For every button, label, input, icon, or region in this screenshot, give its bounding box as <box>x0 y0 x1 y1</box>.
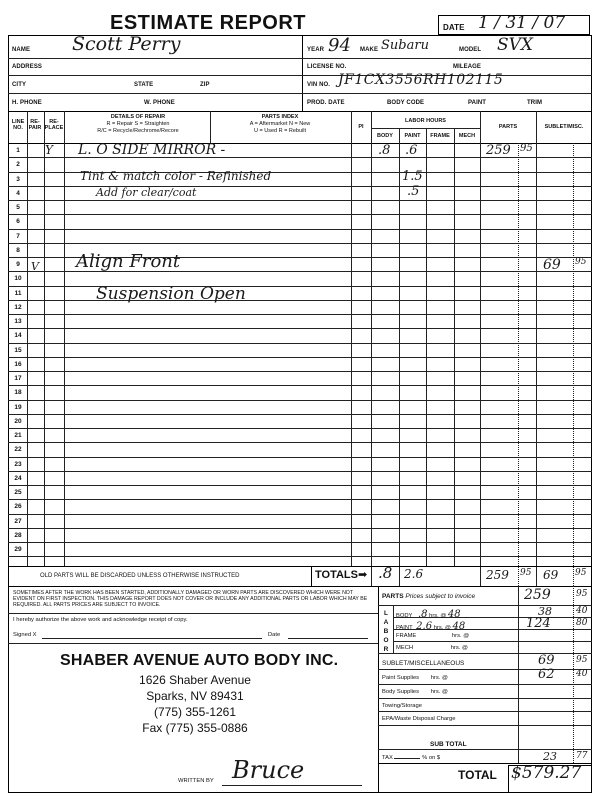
line-11-detail[interactable]: Suspension Open <box>96 284 246 304</box>
summary-parts-cents[interactable]: 95 <box>576 589 588 599</box>
line-number: 13 <box>14 318 22 325</box>
line-3-paint-hours[interactable]: 1.5 <box>402 169 423 184</box>
line-number: 2 <box>16 161 20 169</box>
address-label: ADDRESS <box>12 64 43 70</box>
summary-parts-value[interactable]: 259 <box>524 587 551 603</box>
col-pi: PI <box>358 124 364 130</box>
summary-paint-hrs-at: hrs. @ <box>433 625 451 631</box>
col-details-title: DETAILS OF REPAIR <box>110 114 166 120</box>
col-line-no: LINE NO. <box>11 119 25 131</box>
line-number: 6 <box>16 218 20 226</box>
grid-row-line <box>8 200 592 201</box>
labor-vertical-label <box>382 609 390 654</box>
grid-row-line <box>8 414 592 415</box>
line-number: 24 <box>14 474 22 482</box>
line-number: 22 <box>14 446 22 454</box>
summary-tax-value[interactable]: 23 <box>543 750 557 763</box>
line-9-repair-check[interactable]: V <box>31 260 39 273</box>
line-number: 27 <box>14 517 22 525</box>
summary-paint-supplies-label: Paint Supplies <box>382 675 420 681</box>
hphone-label: H. PHONE <box>12 100 42 106</box>
totals-parts[interactable]: 259 <box>486 568 509 582</box>
totals-sublet-cents[interactable]: 95 <box>575 568 587 578</box>
summary-frame-row <box>396 633 469 639</box>
grid-row-line <box>8 243 592 244</box>
col-body: BODY <box>377 133 393 139</box>
line-1-paint-hours[interactable]: .6 <box>405 143 418 158</box>
col-frame: FRAME <box>430 133 450 139</box>
name-value[interactable]: Scott Perry <box>72 33 181 55</box>
grid-row-line <box>8 457 592 458</box>
summary-body-label: BODY <box>396 613 413 619</box>
license-label: LICENSE NO. <box>307 64 347 70</box>
line-number: 14 <box>14 332 22 340</box>
summary-body-hrs[interactable]: .8 <box>417 609 428 620</box>
col-parts: PARTS <box>498 124 518 130</box>
make-label: MAKE <box>360 47 379 53</box>
col-details-legend-2: R/C = Recycle/Rechrome/Recore <box>97 128 179 134</box>
line-9-detail[interactable]: Align Front <box>76 251 181 272</box>
line-number: 29 <box>14 546 22 553</box>
grid-row-line <box>8 556 592 557</box>
line-number: 12 <box>14 303 22 311</box>
page-title: ESTIMATE REPORT <box>110 12 307 34</box>
col-mech: MECH <box>458 133 476 139</box>
grid-row-line <box>8 400 592 401</box>
grid-row-line <box>8 485 592 486</box>
col-parts-index-title: PARTS INDEX <box>261 114 299 120</box>
totals-arrow-icon: ➡ <box>358 569 368 581</box>
grid-row-line <box>8 343 592 344</box>
line-number: 9 <box>16 261 20 268</box>
line-number: 26 <box>14 503 22 511</box>
shop-city: Sparks, NV 89431 <box>146 689 244 703</box>
year-value[interactable]: 94 <box>328 35 351 56</box>
authorize-date-label: Date <box>268 632 281 638</box>
line-4-detail[interactable]: Add for clear/coat <box>96 186 197 199</box>
col-parts-index-legend-2: U = Used R = Rebuilt <box>254 128 306 134</box>
summary-paint-row <box>396 621 465 632</box>
col-details-legend-1: R = Repair S = Straighten <box>106 121 170 127</box>
line-1-detail[interactable]: L. O SIDE MIRROR - <box>78 142 226 158</box>
disclaimer-text: SOMETIMES AFTER THE WORK HAS BEEN STARTED, ADDITIONALLY DAMAGED OR WORN PARTS ARE DISCOVERED WHICH WERE NOT EVIDENT ON FIRST INSPECTION. THIS DAMAGE REPORT DOES NOT COVER OR INCLUDE ANY ADDITIONAL PARTS OR LABOR WHICH MAY BE REQUIRED. ALL PARTS PRICES ARE SUBJECT TO INVOICE. <box>13 590 368 609</box>
prod-date-label: PROD. DATE <box>307 100 345 106</box>
signed-label: Signed X <box>13 632 37 638</box>
labor-letter: R <box>383 646 389 653</box>
line-9-sublet-cents[interactable]: 95 <box>575 257 587 267</box>
authorize-text: I hereby authorize the above work and acknowledge receipt of copy. <box>13 617 188 623</box>
grid-row-line <box>8 499 592 500</box>
summary-paint-value[interactable]: 124 <box>526 616 551 631</box>
summary-total-value[interactable]: $579.27 <box>511 763 582 783</box>
summary-paint-supplies-cents[interactable]: 40 <box>576 669 588 679</box>
shop-name: SHABER AVENUE AUTO BODY INC. <box>60 652 339 669</box>
summary-frame-label: FRAME <box>396 633 417 639</box>
line-number: 5 <box>16 204 20 211</box>
summary-frame-hrs-at: hrs. @ <box>451 633 470 639</box>
line-number: 23 <box>14 460 22 468</box>
labor-letter: B <box>383 628 389 635</box>
col-labor-hours: LABOR HOURS <box>405 118 446 124</box>
grid-row-line <box>8 528 592 529</box>
summary-body-cents[interactable]: 40 <box>576 606 588 616</box>
model-value[interactable]: SVX <box>497 35 534 55</box>
summary-parts-note: Prices subject to invoice <box>405 593 476 600</box>
state-label: STATE <box>134 82 154 88</box>
make-value[interactable]: Subaru <box>381 38 429 53</box>
line-3-detail[interactable]: Tint & match color - Refinished <box>80 169 272 183</box>
line-number: 4 <box>16 189 20 197</box>
line-1-parts[interactable]: 259 <box>486 143 511 158</box>
grid-row-line <box>8 314 592 315</box>
summary-total-label: TOTAL <box>458 768 497 782</box>
summary-body-supplies-hrs-at: hrs. @ <box>430 689 448 695</box>
col-repair: RE- PAIR <box>28 119 42 131</box>
wphone-label: W. PHONE <box>144 100 175 106</box>
old-parts-note: OLD PARTS WILL BE DISCARDED UNLESS OTHERWISE INSTRUCTED <box>40 573 240 579</box>
totals-paint[interactable]: 2.6 <box>404 567 424 581</box>
grid-row-line <box>8 471 592 472</box>
summary-paint-supplies-hrs-at: hrs. @ <box>430 675 448 681</box>
shop-phone: (775) 355-1261 <box>153 705 237 719</box>
summary-paint-label: PAINT <box>396 625 413 631</box>
labor-letters <box>382 609 390 654</box>
summary-body-hrs-at: hrs. @ <box>429 613 447 619</box>
summary-paint-supplies-value[interactable]: 62 <box>538 667 555 682</box>
summary-tax-row <box>382 755 440 761</box>
line-number: 3 <box>16 175 20 183</box>
line-number: 10 <box>14 275 22 283</box>
grid-row-line <box>8 328 592 329</box>
summary-paint-rate[interactable]: 48 <box>452 621 466 632</box>
summary-sublet-cents[interactable]: 95 <box>576 655 588 665</box>
grid-row-line <box>8 357 592 358</box>
body-code-label: BODY CODE <box>387 100 425 106</box>
labor-letter: L <box>384 610 388 617</box>
line-number: 11 <box>14 289 22 297</box>
year-label: YEAR <box>307 47 325 53</box>
grid-row-line <box>8 229 592 230</box>
summary-mech-hrs-at: hrs. @ <box>450 645 468 651</box>
vin-label: VIN NO. <box>307 82 331 88</box>
line-number: 25 <box>14 489 22 496</box>
vin-value[interactable]: JF1CX3556RH102115 <box>338 72 504 88</box>
grid-row-line <box>8 442 592 443</box>
summary-paint-supplies-row <box>382 675 448 681</box>
summary-epa-label: EPA/Waste Disposal Charge <box>382 716 456 722</box>
labor-letter: A <box>383 619 389 626</box>
summary-body-rate[interactable]: 48 <box>447 609 461 620</box>
model-label: MODEL <box>459 47 482 53</box>
summary-mech-row <box>396 645 468 651</box>
name-label: NAME <box>12 47 31 53</box>
shop-fax: Fax (775) 355-0886 <box>142 721 248 735</box>
totals-body[interactable]: .8 <box>378 564 393 582</box>
summary-mech-label: MECH <box>396 645 414 651</box>
summary-paint-cents[interactable]: 80 <box>576 618 588 628</box>
summary-towing-label: Towing/Storage <box>382 703 422 709</box>
line-1-parts-cents[interactable]: 95 <box>520 143 533 154</box>
summary-tax-pct-label: % on $ <box>422 755 441 761</box>
summary-sublet-value[interactable]: 69 <box>538 653 555 668</box>
date-label: DATE <box>443 23 465 32</box>
summary-tax-cents[interactable]: 77 <box>576 751 588 761</box>
line-number: 28 <box>14 531 22 539</box>
col-sublet: SUBLET/MISC. <box>544 124 584 130</box>
summary-body-value[interactable]: 38 <box>538 605 552 618</box>
col-replace: RE- PLACE <box>44 119 64 131</box>
totals-label: TOTALS <box>315 569 358 581</box>
paint-code-label: PAINT <box>468 100 487 106</box>
grid-row-line <box>8 385 592 386</box>
line-number: 7 <box>16 232 20 240</box>
line-number: 16 <box>14 360 22 368</box>
mileage-label: MILEAGE <box>453 64 482 70</box>
written-by-label: WRITTEN BY <box>178 778 214 784</box>
line-number: 21 <box>14 432 22 439</box>
summary-body-row <box>396 609 461 620</box>
line-number: 19 <box>14 403 22 411</box>
summary-parts-label-text: PARTS <box>382 593 404 600</box>
summary-body-supplies-label: Body Supplies <box>382 689 420 695</box>
trim-label: TRIM <box>527 100 543 106</box>
grid-row-line <box>8 514 592 515</box>
grid-row-line <box>8 371 592 372</box>
date-value[interactable]: 1 / 31 / 07 <box>478 13 566 33</box>
line-number: 18 <box>14 389 22 397</box>
summary-body-supplies-row <box>382 689 448 695</box>
written-by-signature[interactable]: Bruce <box>232 756 305 784</box>
col-parts-index-legend-1: A = Aftermarket N = New <box>249 121 311 127</box>
line-number: 8 <box>16 246 20 254</box>
col-paint: PAINT <box>404 133 421 139</box>
city-label: CITY <box>12 82 27 88</box>
summary-sublet-label: SUBLET/MISCELLANEOUS <box>382 660 465 667</box>
grid-row-line <box>8 428 592 429</box>
summary-parts-label <box>382 593 475 600</box>
summary-paint-hrs[interactable]: 2.6 <box>416 621 433 632</box>
line-1-body-hours[interactable]: .8 <box>378 143 391 158</box>
summary-subtotal-label: SUB TOTAL <box>430 741 467 748</box>
line-9-sublet[interactable]: 69 <box>543 257 561 273</box>
labor-letter: O <box>383 637 389 644</box>
zip-label: ZIP <box>200 82 210 88</box>
shop-street: 1626 Shaber Avenue <box>139 673 251 687</box>
line-number: 15 <box>14 346 22 354</box>
line-number: 1 <box>16 147 20 154</box>
line-number: 20 <box>14 417 22 425</box>
grid-row-line <box>8 542 592 543</box>
grid-row-line <box>8 214 592 215</box>
totals-parts-cents[interactable]: 95 <box>520 568 532 578</box>
line-4-paint-hours[interactable]: .5 <box>407 184 420 199</box>
line-number: 17 <box>14 375 22 382</box>
summary-tax-label: TAX <box>382 755 393 761</box>
line-1-repair-check[interactable]: Y <box>45 143 53 157</box>
totals-sublet[interactable]: 69 <box>543 568 559 582</box>
